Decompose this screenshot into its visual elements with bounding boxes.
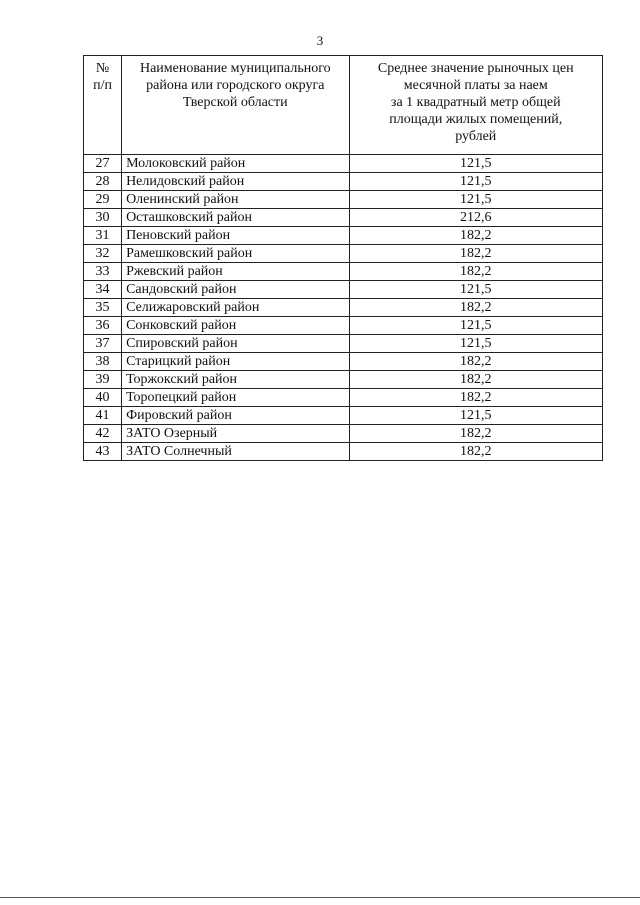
table-row bbox=[84, 263, 603, 281]
header-price bbox=[349, 56, 603, 155]
table-row bbox=[84, 425, 603, 443]
row-number: 43 bbox=[84, 443, 122, 461]
row-number: 33 bbox=[84, 263, 122, 281]
table-row bbox=[84, 353, 603, 371]
row-municipality-name: Селижаровский район bbox=[122, 299, 349, 317]
row-price: 182,2 bbox=[349, 389, 603, 407]
row-municipality-name: Фировский район bbox=[122, 407, 349, 425]
row-price: 121,5 bbox=[349, 281, 603, 299]
row-municipality-name: ЗАТО Солнечный bbox=[122, 443, 349, 461]
row-municipality-name: Оленинский район bbox=[122, 191, 349, 209]
table-row bbox=[84, 227, 603, 245]
row-number: 29 bbox=[84, 191, 122, 209]
row-municipality-name: Молоковский район bbox=[122, 155, 349, 173]
row-number: 36 bbox=[84, 317, 122, 335]
header-name bbox=[122, 56, 349, 155]
header-price-line: за 1 квадратный метр общей bbox=[390, 95, 561, 110]
table-row bbox=[84, 155, 603, 173]
row-price: 182,2 bbox=[349, 245, 603, 263]
table-row bbox=[84, 209, 603, 227]
header-price-line: месячной платы за наем bbox=[403, 78, 548, 93]
row-number: 27 bbox=[84, 155, 122, 173]
row-number: 41 bbox=[84, 407, 122, 425]
row-price: 182,2 bbox=[349, 263, 603, 281]
header-number-line: № bbox=[95, 61, 110, 76]
row-number: 42 bbox=[84, 425, 122, 443]
row-number: 32 bbox=[84, 245, 122, 263]
table-row bbox=[84, 173, 603, 191]
row-municipality-name: Торжокский район bbox=[122, 371, 349, 389]
row-municipality-name: Рамешковский район bbox=[122, 245, 349, 263]
row-number: 38 bbox=[84, 353, 122, 371]
row-municipality-name: ЗАТО Озерный bbox=[122, 425, 349, 443]
row-price: 212,6 bbox=[349, 209, 603, 227]
row-price: 182,2 bbox=[349, 353, 603, 371]
row-municipality-name: Нелидовский район bbox=[122, 173, 349, 191]
header-price-line: площади жилых помещений, bbox=[389, 112, 563, 127]
row-number: 31 bbox=[84, 227, 122, 245]
row-number: 35 bbox=[84, 299, 122, 317]
row-municipality-name: Осташковский район bbox=[122, 209, 349, 227]
table-row bbox=[84, 191, 603, 209]
row-price: 121,5 bbox=[349, 407, 603, 425]
row-price: 121,5 bbox=[349, 155, 603, 173]
table-row bbox=[84, 335, 603, 353]
table-header-row bbox=[84, 56, 603, 155]
table-row bbox=[84, 281, 603, 299]
row-municipality-name: Пеновский район bbox=[122, 227, 349, 245]
row-price: 182,2 bbox=[349, 227, 603, 245]
row-price: 121,5 bbox=[349, 317, 603, 335]
row-price: 182,2 bbox=[349, 443, 603, 461]
row-price: 121,5 bbox=[349, 191, 603, 209]
header-price-line: рублей bbox=[455, 129, 497, 144]
header-price-line: Среднее значение рыночных цен bbox=[377, 61, 574, 76]
row-municipality-name: Старицкий район bbox=[122, 353, 349, 371]
header-name-line: Наименование муниципального bbox=[139, 61, 331, 76]
table-row bbox=[84, 443, 603, 461]
header-number bbox=[84, 56, 122, 155]
row-municipality-name: Сонковский район bbox=[122, 317, 349, 335]
scan-bottom-edge bbox=[0, 897, 640, 898]
rent-price-table bbox=[83, 55, 603, 461]
row-municipality-name: Торопецкий район bbox=[122, 389, 349, 407]
table-row bbox=[84, 317, 603, 335]
table-row bbox=[84, 299, 603, 317]
row-number: 30 bbox=[84, 209, 122, 227]
header-name-line: района или городского округа bbox=[146, 78, 325, 93]
row-number: 34 bbox=[84, 281, 122, 299]
row-price: 182,2 bbox=[349, 371, 603, 389]
row-number: 37 bbox=[84, 335, 122, 353]
row-municipality-name: Ржевский район bbox=[122, 263, 349, 281]
page-number: 3 bbox=[316, 33, 324, 48]
table-row bbox=[84, 407, 603, 425]
header-name-line: Тверской области bbox=[182, 95, 288, 110]
row-price: 182,2 bbox=[349, 425, 603, 443]
table-row bbox=[84, 371, 603, 389]
row-number: 40 bbox=[84, 389, 122, 407]
row-municipality-name: Сандовский район bbox=[122, 281, 349, 299]
row-municipality-name: Спировский район bbox=[122, 335, 349, 353]
header-number-line: п/п bbox=[93, 78, 112, 93]
row-number: 28 bbox=[84, 173, 122, 191]
row-number: 39 bbox=[84, 371, 122, 389]
table-row bbox=[84, 389, 603, 407]
row-price: 121,5 bbox=[349, 173, 603, 191]
table-row bbox=[84, 245, 603, 263]
row-price: 182,2 bbox=[349, 299, 603, 317]
row-price: 121,5 bbox=[349, 335, 603, 353]
